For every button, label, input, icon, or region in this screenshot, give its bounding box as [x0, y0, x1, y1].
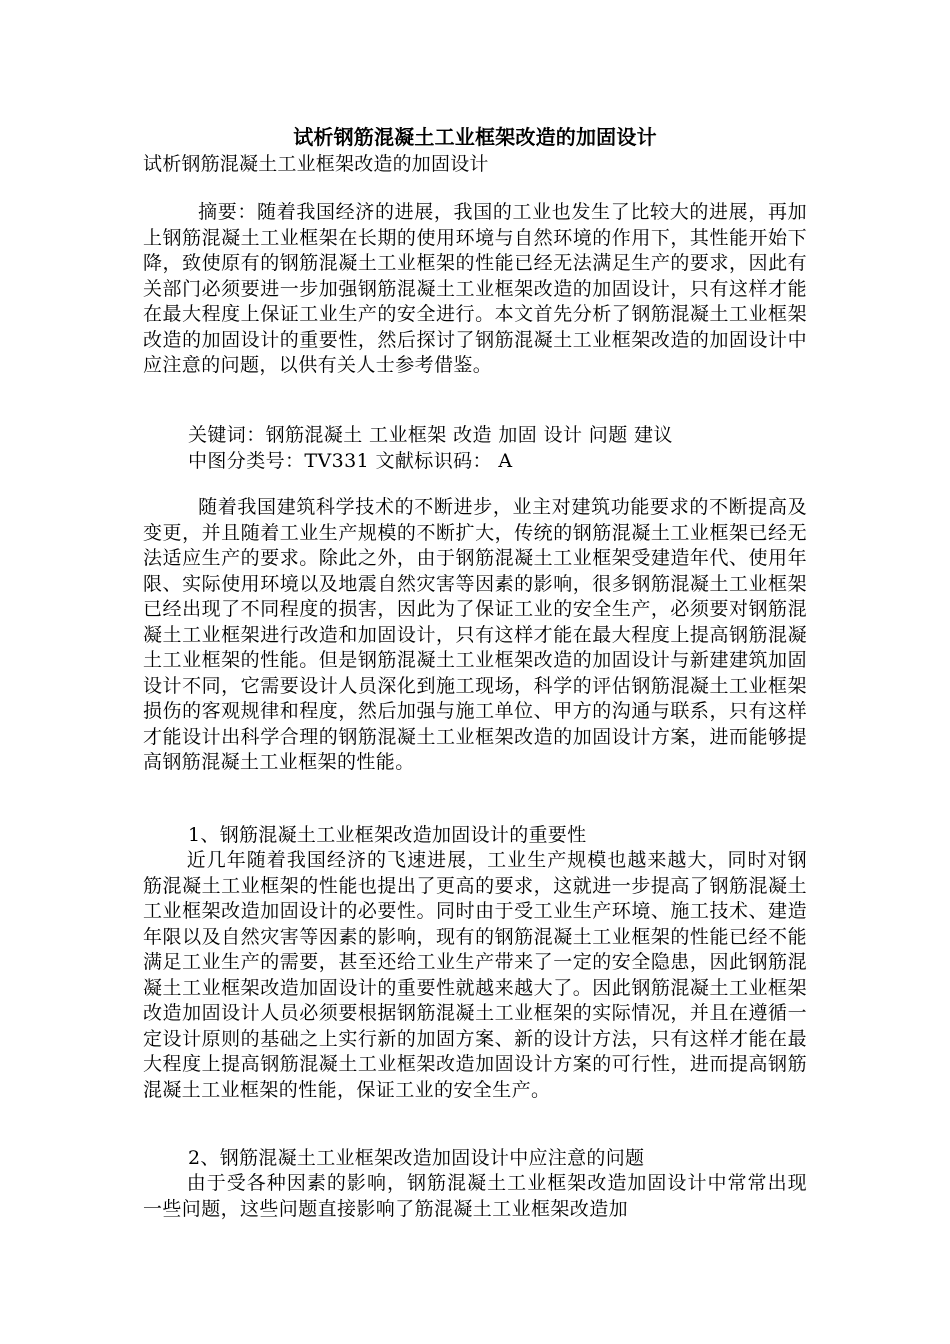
document-title: 试析钢筋混凝土工业框架改造的加固设计	[293, 125, 657, 149]
section1-paragraph: 近几年随着我国经济的飞速进展，工业生产规模也越来越大，同时对钢筋混凝土工业框架的性能也提出了更高的要求，这就进一步提高了钢筋混凝土工业框架改造加固设计的必要性。同时由于受工业生产环境、施工技术、建造年限以及自然灾害等因素的影响，现有的钢筋混凝土工业框架的性能已经不能满足工业生产的需要，甚至还给工业生产带来了一定的安全隐患，因此钢筋混凝土工业框架改造加固设计的重要性就越来越大了。因此钢筋混凝土工业框架改造加固设计人员必须要根据钢筋混凝土工业框架的实际情况，并且在遵循一定设计原则的基础之上实行新的加固方案、新的设计方法，只有这样才能在最大程度上提高钢筋混凝土工业框架改造加固设计方案的可行性，进而提高钢筋混凝土工业框架的性能，保证工业的安全生产。	[143, 849, 807, 1101]
abstract-paragraph: 摘要：随着我国经济的进展，我国的工业也发生了比较大的进展，再加上钢筋混凝土工业框架在长期的使用环境与自然环境的作用下，其性能开始下降，致使原有的钢筋混凝土工业框架的性能已经无法满足生产的要求，因此有关部门必须要进一步加强钢筋混凝土工业框架改造的加固设计，只有这样才能在最大程度上保证工业生产的安全进行。本文首先分析了钢筋混凝土工业框架改造的加固设计的重要性，然后探讨了钢筋混凝土工业框架改造的加固设计中应注意的问题，以供有关人士参考借鉴。	[143, 201, 807, 376]
section2-paragraph: 由于受各种因素的影响，钢筋混凝土工业框架改造加固设计中常常出现一些问题，这些问题直接影响了筋混凝土工业框架改造加	[143, 1172, 807, 1220]
section1-heading: 1、钢筋混凝土工业框架改造加固设计的重要性	[188, 824, 587, 846]
intro-paragraph: 随着我国建筑科学技术的不断进步，业主对建筑功能要求的不断提高及变更，并且随着工业生产规模的不断扩大，传统的钢筋混凝土工业框架已经无法适应生产的要求。除此之外，由于钢筋混凝土工业框架受建造年代、使用年限、实际使用环境以及地震自然灾害等因素的影响，很多钢筋混凝土工业框架已经出现了不同程度的损害，因此为了保证工业的安全生产，必须要对钢筋混凝土工业框架进行改造和加固设计，只有这样才能在最大程度上提高钢筋混凝土工业框架的性能。但是钢筋混凝土工业框架改造的加固设计与新建建筑加固设计不同，它需要设计人员深化到施工现场，科学的评估钢筋混凝土工业框架损伤的客观规律和程度，然后加强与施工单位、甲方的沟通与联系，只有这样才能设计出科学合理的钢筋混凝土工业框架改造的加固设计方案，进而能够提高钢筋混凝土工业框架的性能。	[143, 496, 807, 773]
classification-line: 中图分类号：TV331 文献标识码： A	[188, 450, 513, 472]
section2-heading: 2、钢筋混凝土工业框架改造加固设计中应注意的问题	[188, 1147, 645, 1169]
document-subtitle: 试析钢筋混凝土工业框架改造的加固设计	[143, 153, 489, 175]
keywords-line: 关键词：钢筋混凝土 工业框架 改造 加固 设计 问题 建议	[188, 424, 673, 446]
